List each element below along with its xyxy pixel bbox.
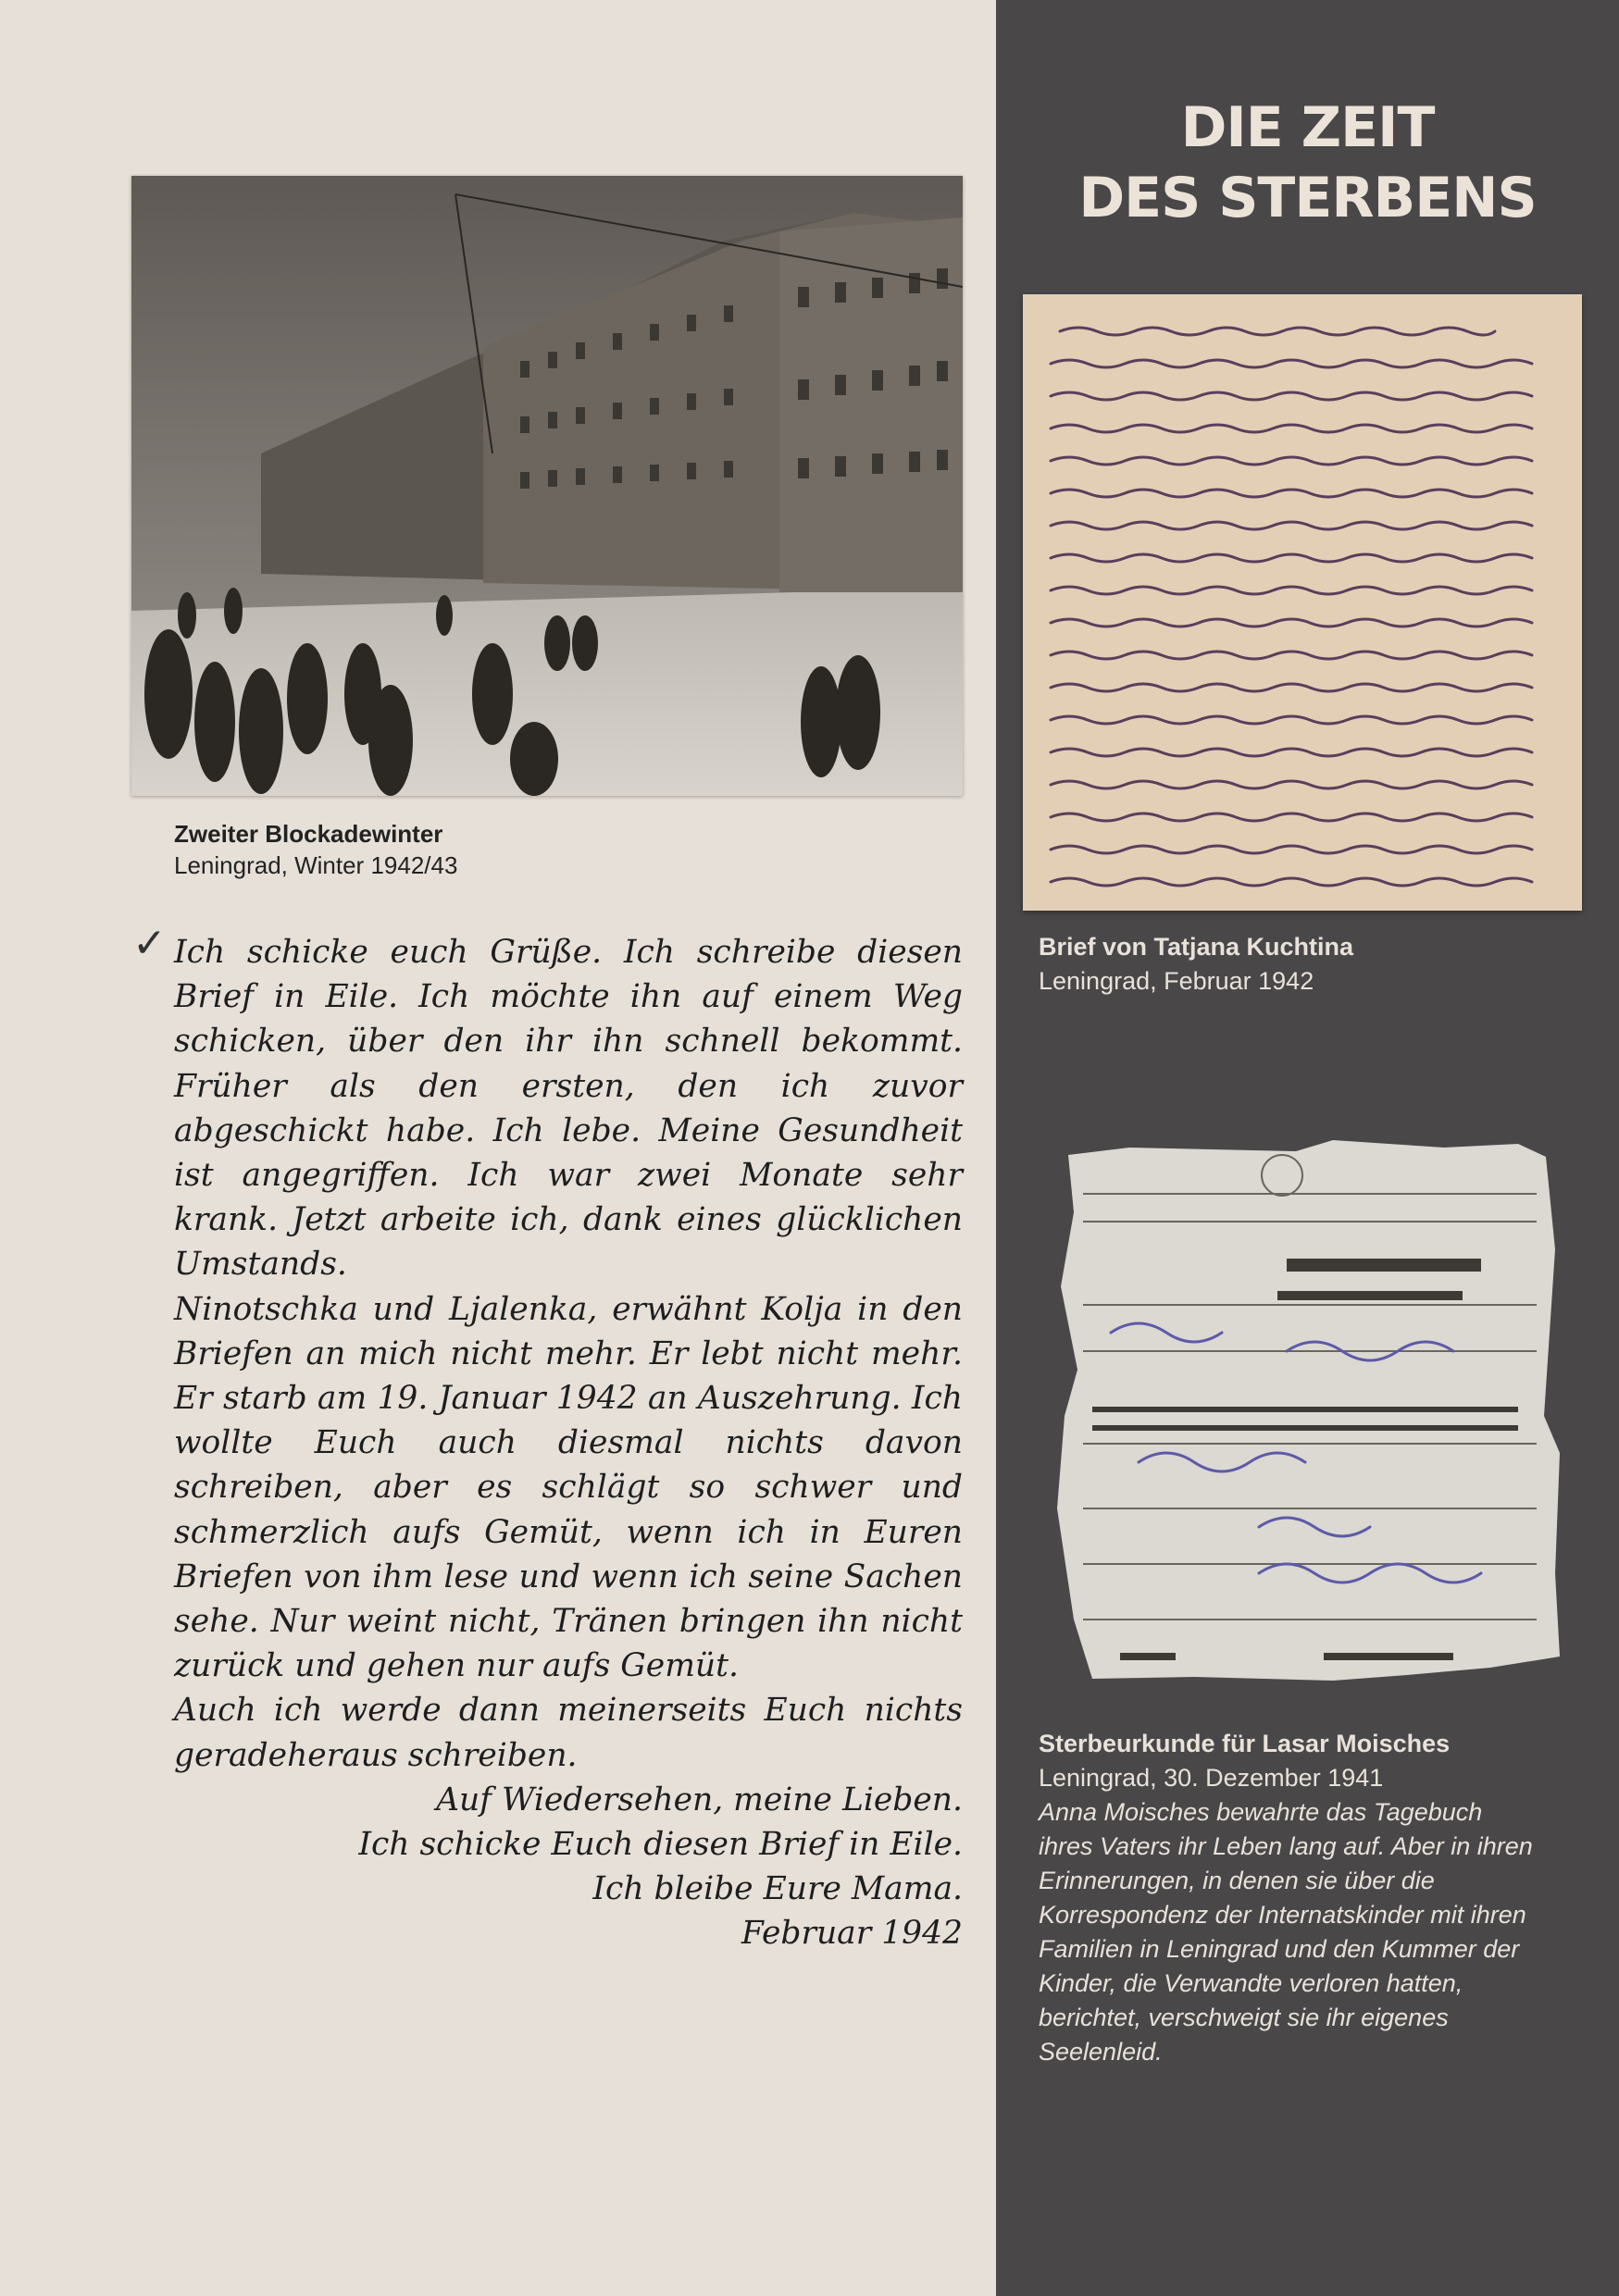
handwritten-letter-image	[1023, 294, 1582, 911]
photo-caption-title: Zweiter Blockadewinter	[174, 820, 443, 848]
letter-closing-3: Ich bleibe Eure Mama.	[592, 1870, 963, 1908]
certificate-caption-subtitle: Leningrad, 30. Dezember 1941	[1039, 1764, 1384, 1792]
page-title-line2: DES STERBENS	[1078, 166, 1537, 230]
letter-closing-1: Auf Wiedersehen, meine Lieben.	[436, 1781, 963, 1818]
letter-closing-2: Ich schicke Euch diesen Brief in Eile.	[358, 1826, 963, 1864]
certificate-caption-title: Sterbeurkunde für Lasar Moisches	[1039, 1730, 1451, 1757]
letter-paragraph-3: Auch ich werde dann meinerseits Euch nichts geradeheraus schreiben.	[174, 1692, 963, 1774]
certificate-caption-note: Anna Moisches bewahrte das Tagebuch ihres Vaters ihr Leben lang auf. Aber in ihren Erinnerungen, in denen sie über die Korrespondenz der Internatskinder mit ihren Familien in Leningrad und den Kummer der Kinder, die Verwandte verloren hatten, berichtet, verschweigt sie ihr eigenes Seelenleid.	[1039, 1798, 1533, 2066]
page-title	[996, 93, 1619, 233]
letter-caption	[1039, 930, 1557, 999]
death-certificate-image	[1055, 1138, 1560, 1684]
letter-paragraph-1: Ich schicke euch Grüße. Ich schreibe diesen Brief in Eile. Ich möchte ihn auf einem Weg schicken, über den ihr ihn schnell bekommt. Früher als den ersten, den ich zuvor abgeschickt habe. Ich lebe. Meine Gesundheit ist angegriffen. Ich war zwei Monate sehr krank. Jetzt arbeite ich, dank eines glücklichen Umstands.	[174, 934, 963, 1284]
letter-paragraph-2: Ninotschka und Ljalenka, erwähnt Kolja in den Briefen an mich nicht mehr. Er lebt nicht mehr. Er starb am 19. Januar 1942 an Auszehrung. Ich wollte Euch auch diesmal nichts davon schreiben, aber es schlägt so schwer und schmerzlich aufs Gemüt, wenn ich in Euren Briefen von ihm lese und wenn ich seine Sachen sehe. Nur weint nicht, Tränen bringen ihn nicht zurück und gehen nur aufs Gemüt.	[174, 1290, 963, 1685]
letter-caption-title: Brief von Tatjana Kuchtina	[1039, 933, 1354, 961]
letter-date: Februar 1942	[741, 1915, 963, 1953]
page-title-line1: DIE ZEIT	[1180, 95, 1435, 160]
letter-caption-subtitle: Leningrad, Februar 1942	[1039, 967, 1314, 995]
photo-caption-subtitle: Leningrad, Winter 1942/43	[174, 851, 458, 879]
letter-transcription	[174, 930, 963, 1956]
street-photo	[131, 176, 963, 796]
photo-caption	[174, 818, 457, 881]
certificate-caption	[1039, 1727, 1557, 2069]
checkmark-icon: ✓	[132, 920, 167, 967]
